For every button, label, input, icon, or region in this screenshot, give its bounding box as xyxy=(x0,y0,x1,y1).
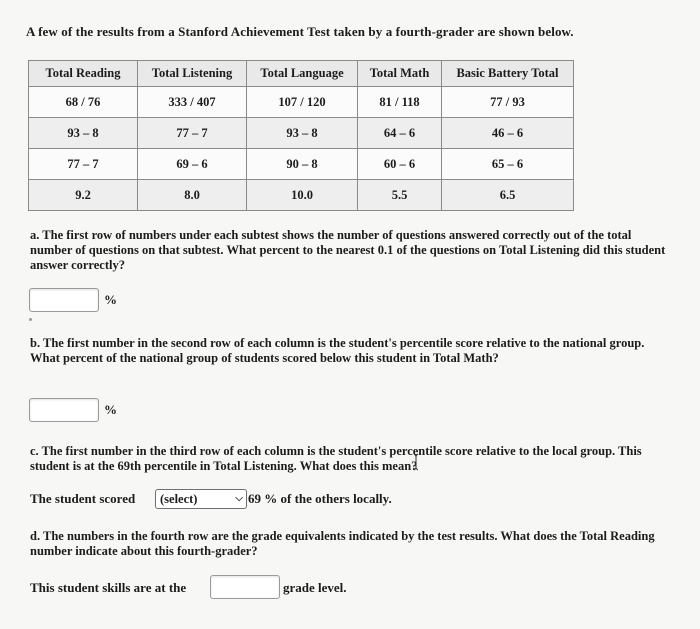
table-cell: 93 – 8 xyxy=(247,118,358,149)
question-b-text: b. The first number in the second row of each column is the student's percentile score relative to the national group. What percent of the national group of students scored below this student in Total Math? xyxy=(30,336,645,365)
table-cell: 77 / 93 xyxy=(442,87,574,118)
text-cursor-icon xyxy=(413,453,419,471)
table-row xyxy=(29,118,574,149)
table-cell: 81 / 118 xyxy=(358,87,442,118)
answer-b-input[interactable] xyxy=(29,398,99,422)
answer-c-prefix: The student scored xyxy=(30,491,136,506)
answer-b-percent-sign: % xyxy=(104,402,117,417)
table-cell: 8.0 xyxy=(138,180,247,211)
col-header-basic-battery-total: Basic Battery Total xyxy=(442,61,574,87)
table-cell: 333 / 407 xyxy=(138,87,247,118)
table-cell: 6.5 xyxy=(442,180,574,211)
table-cell: 90 – 8 xyxy=(247,149,358,180)
table-cell: 46 – 6 xyxy=(442,118,574,149)
answer-a-percent-sign: % xyxy=(104,292,117,307)
bullet-dot-icon xyxy=(29,318,32,321)
answer-c-suffix: 69 % of the others locally. xyxy=(248,491,392,506)
answer-c-select-value: (select) xyxy=(160,492,198,506)
chevron-down-icon: ⌵ xyxy=(235,493,243,504)
table-cell: 77 – 7 xyxy=(138,118,247,149)
table-header-row xyxy=(29,61,574,87)
table-row xyxy=(29,180,574,211)
col-header-total-math: Total Math xyxy=(358,61,442,87)
table-cell: 10.0 xyxy=(247,180,358,211)
intro-text: A few of the results from a Stanford Achievement Test taken by a fourth-grader are shown below. xyxy=(26,24,574,39)
table-cell: 65 – 6 xyxy=(442,149,574,180)
table-cell: 93 – 8 xyxy=(29,118,138,149)
table-cell: 107 / 120 xyxy=(247,87,358,118)
table-cell: 77 – 7 xyxy=(29,149,138,180)
results-table xyxy=(28,60,574,211)
table-cell: 5.5 xyxy=(358,180,442,211)
question-d-text: d. The numbers in the fourth row are the grade equivalents indicated by the test results. What does the Total Reading number indicate about this fourth-grader? xyxy=(30,529,655,558)
table-cell: 60 – 6 xyxy=(358,149,442,180)
question-c-text: c. The first number in the third row of each column is the student's percentile score relative to the local group. This student is at the 69th percentile in Total Listening. What does this mean? xyxy=(30,444,642,473)
answer-d-prefix: This student skills are at the xyxy=(30,580,187,595)
table-row xyxy=(29,149,574,180)
table-row xyxy=(29,87,574,118)
answer-d-suffix: grade level. xyxy=(283,580,347,595)
table-cell: 68 / 76 xyxy=(29,87,138,118)
col-header-total-language: Total Language xyxy=(247,61,358,87)
answer-a-input[interactable] xyxy=(29,288,99,312)
answer-d-input[interactable] xyxy=(210,575,280,599)
col-header-total-listening: Total Listening xyxy=(138,61,247,87)
answer-c-select[interactable] xyxy=(155,489,247,509)
table-cell: 64 – 6 xyxy=(358,118,442,149)
col-header-total-reading: Total Reading xyxy=(29,61,138,87)
table-cell: 9.2 xyxy=(29,180,138,211)
table-cell: 69 – 6 xyxy=(138,149,247,180)
question-a-text: a. The first row of numbers under each subtest shows the number of questions answered correctly out of the total number of questions on that subtest. What percent to the nearest 0.1 of the questions on Total Listening did this student answer correctly? xyxy=(30,228,666,272)
